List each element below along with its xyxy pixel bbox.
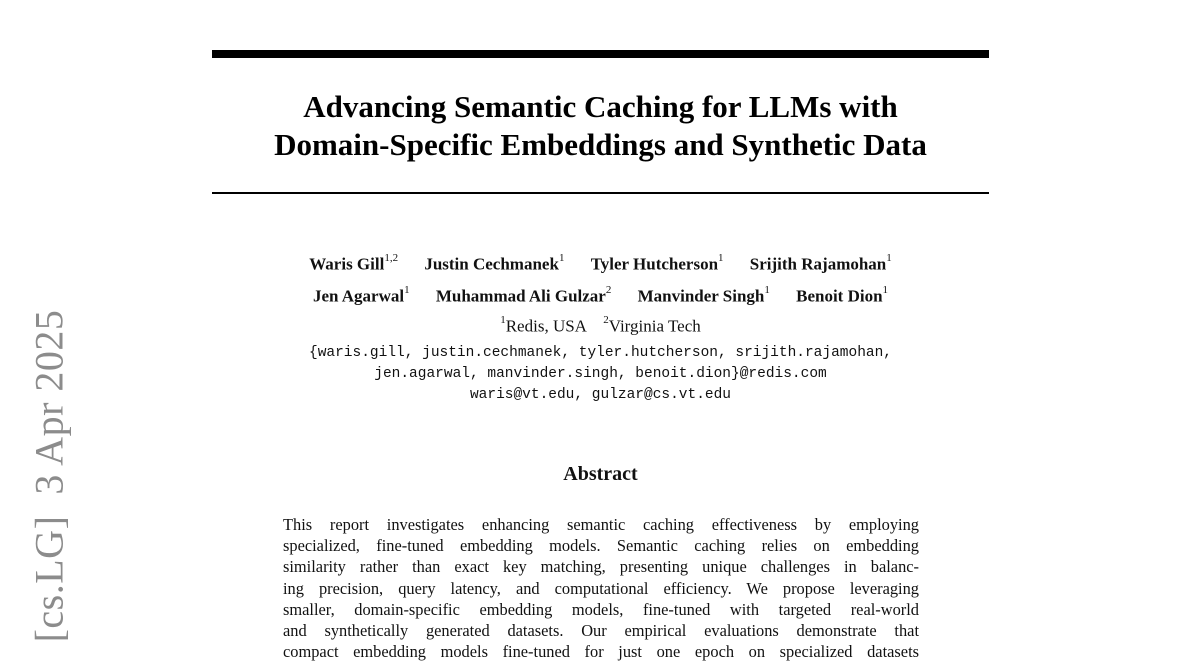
author (436, 281, 612, 308)
affiliation-number: 2 (603, 314, 609, 326)
email-line: {waris.gill, justin.cechmanek, tyler.hutcherson, srijith.rajamohan, (309, 345, 892, 361)
author-affiliation-mark: 1 (404, 284, 410, 296)
author-name: Waris Gill (309, 254, 385, 274)
author-emails (212, 343, 989, 406)
arxiv-side-stamp (26, 310, 73, 643)
author-name: Srijith Rajamohan (749, 254, 887, 274)
author-name: Muhammad Ali Gulzar (435, 286, 606, 306)
author-affiliation-mark: 1 (882, 284, 889, 296)
author-list-line-1 (212, 249, 989, 276)
abstract-line: This report investigates enhancing semantic caching effectiveness by employing (283, 515, 919, 534)
affiliation (500, 311, 587, 338)
author-affiliation-mark: 1,2 (384, 252, 399, 264)
abstract-line: and synthetically generated datasets. Our empirical evaluations demonstrate that (283, 620, 919, 640)
arxiv-category: [cs.LG] (26, 515, 72, 643)
author-affiliation-mark: 1 (764, 284, 770, 296)
title-bottom-rule (212, 192, 989, 194)
author (796, 281, 888, 308)
author-name: Justin Cechmanek (424, 254, 559, 274)
arxiv-date: 3 Apr 2025 (26, 309, 72, 495)
abstract-line: smaller, domain-specific embedding models, fine-tuned with targeted real-world (283, 599, 919, 619)
abstract-line: compact embedding models fine-tuned for just one epoch on specialized datasets (283, 642, 919, 662)
affiliation-number: 1 (500, 314, 506, 326)
affiliations (212, 311, 989, 338)
affiliation-name: Redis, USA (505, 316, 587, 336)
author (750, 249, 892, 276)
author-name: Jen Agarwal (312, 286, 405, 306)
author-affiliation-mark: 1 (718, 252, 724, 264)
title-line: Domain-Specific Embeddings and Synthetic Data (274, 127, 927, 162)
author (309, 249, 398, 276)
author (424, 249, 564, 276)
abstract-line: specialized, fine-tuned embedding models. Semantic caching relies on embedding (283, 536, 919, 556)
paper-title (212, 88, 989, 164)
affiliation (603, 311, 701, 338)
email-line: waris@vt.edu, gulzar@cs.vt.edu (469, 387, 732, 403)
email-line: jen.agarwal, manvinder.singh, benoit.dion}@redis.com (374, 366, 827, 382)
affiliation-name: Virginia Tech (608, 316, 701, 336)
top-rule (212, 50, 989, 58)
author (638, 281, 770, 308)
abstract-heading: Abstract (563, 463, 638, 485)
author-name: Manvinder Singh (637, 286, 765, 306)
author (313, 281, 410, 308)
author-affiliation-mark: 1 (558, 252, 565, 264)
title-line: Advancing Semantic Caching for LLMs with (303, 89, 898, 124)
author-affiliation-mark: 2 (605, 284, 612, 296)
author (591, 249, 724, 276)
author-list-line-2 (212, 281, 989, 308)
abstract-body (283, 514, 919, 662)
abstract-line: similarity rather than exact key matching, presenting unique challenges in balanc- (283, 557, 919, 577)
author-affiliation-mark: 1 (886, 252, 892, 264)
author-name: Tyler Hutcherson (590, 254, 719, 274)
author-name: Benoit Dion (796, 286, 883, 306)
abstract-line: ing precision, query latency, and computational efficiency. We propose leveraging (283, 578, 919, 598)
